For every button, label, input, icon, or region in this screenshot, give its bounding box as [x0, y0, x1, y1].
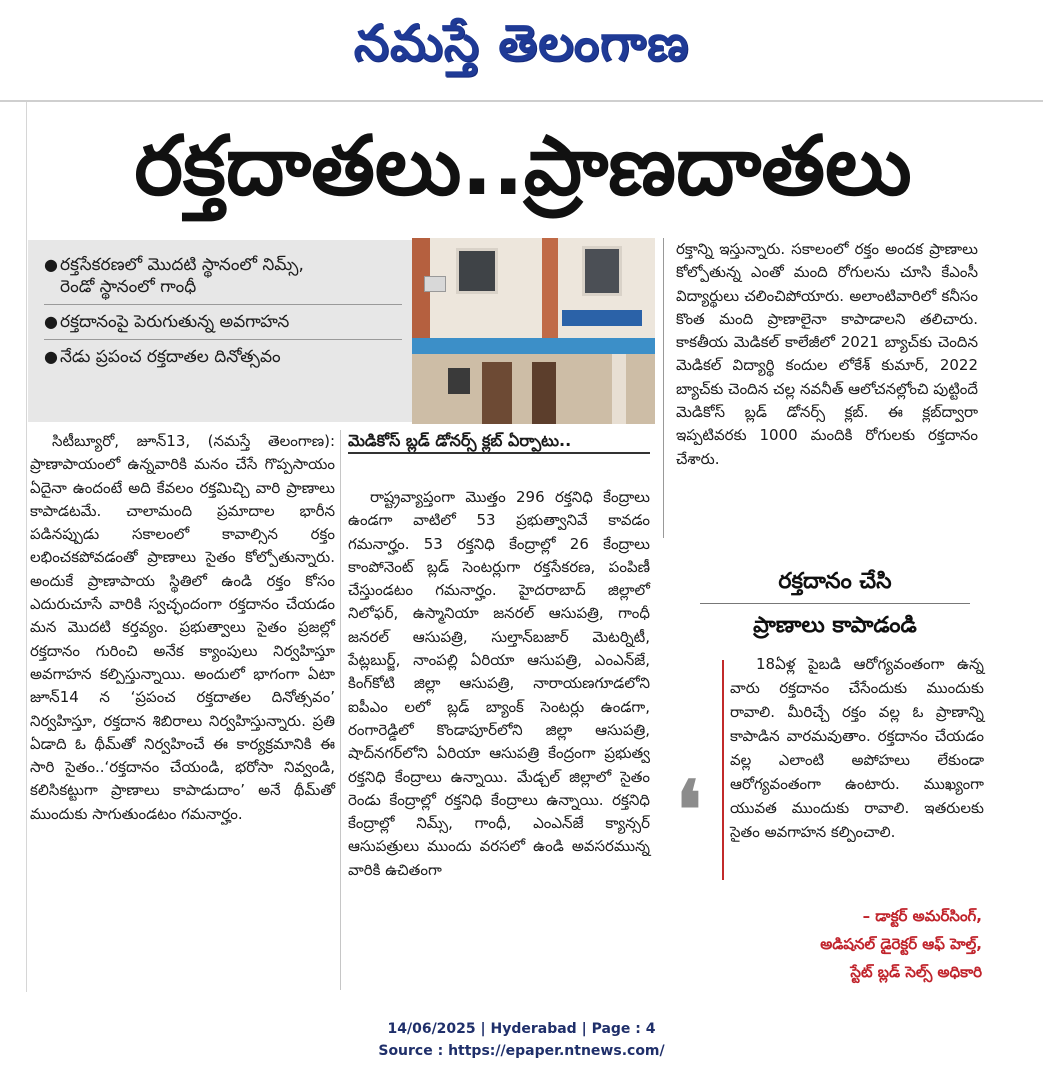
masthead-divider [0, 100, 1043, 102]
bullet-icon: ● [44, 255, 58, 274]
article-paragraph: సిటీబ్యూరో, జూన్13, (నమస్తే తెలంగాణ): ప్రాణాపాయంలో ఉన్నవారికి మనం చేసే గొప్పసాయం ఏదైనా ఉందంటే అది కేవలం రక్తమిచ్చి వారి ప్రాణాలు కాపాడటమే. చాలామంది ప్రమాదాల భారీన పడినప్పుడు సకాలంలో కావాల్సిన రక్తం లభించకపోవడంతో ప్రాణాలు సైతం కోల్పోతున్నారు. అందుకే ప్రాణాపాయ స్థితిలో ఉండి రక్తం కోసం ఎదురుచూసే వారికి స్వచ్ఛందంగా రక్తదానం చేయడం మన మొదటి కర్తవ్యం. ప్రభుత్వాలు సైతం ప్రజల్లో రక్తదానం గురించి అనేక క్యాంపులు నిర్వహిస్తూ అవగాహన కల్పిస్తున్నాయి. అందులో భాగంగా ఏటా జూన్14 న ‘ప్రపంచ రక్తదాతల దినోత్సవం’ నిర్వహిస్తూ, రక్తదాన శిబిరాలు నిర్వహిస్తున్నారు. ప్రతి ఏడాది ఓ థీమ్‌తో నిర్వహించే ఈ కార్యక్రమానికి ఈ సారి సైతం..‘రక్తదానం చేయండి, భరోసా నివ్వండి, కలిసికట్టుగా ప్రాణాలు కాపాడుదాం’ అనే థీమ్‌తో ముందుకు సాగుతుండటం గమనార్హం. [30, 432, 335, 823]
photo-window [448, 368, 470, 394]
article-paragraph: రక్తాన్ని ఇస్తున్నారు. సకాలంలో రక్తం అందక ప్రాణాలు కోల్పోతున్న ఎంతో మంది రోగులను చూసి కేఎంసీ విద్యార్థులు చలించిపోయారు. అలాంటివారిలో కనీసం కొంత మంది ప్రాణాలైనా కాపాడాలని తలిచారు. కాకతీయ మెడికల్ కాలేజీలో 2021 బ్యాచ్‌కు చెందిన మెడికల్ విద్యార్థి కందుల లోకేశ్ కుమార్, 2022 బ్యాచ్‌కు చెందిన చల్ల నవనీత్ ఆలోచనల్లోంచి పుట్టిందే మెడికోస్ బ్లడ్ డోనర్స్ క్లబ్. ఈ క్లబ్‌ద్వారా ఇప్పటివరకు 1000 మందికి రోగులకు రక్తదానం చేశారు. [676, 240, 978, 468]
footer-date-edition: 14/06/2025 | Hyderabad | Page : 4 [387, 1021, 656, 1037]
hospital-building-photo [412, 238, 655, 424]
highlight-item [44, 311, 402, 340]
attribution-title: అడిషనల్ డైరెక్టర్ ఆఫ్ హెల్త్, [820, 935, 982, 953]
photo-door [482, 362, 512, 424]
highlight-item [44, 254, 402, 305]
column-divider [663, 238, 664, 538]
newspaper-masthead: నమస్తే తెలంగాణ [353, 14, 690, 72]
photo-door [532, 362, 556, 424]
page-footer [0, 1018, 1043, 1064]
article-column-right [676, 238, 978, 471]
highlight-item [44, 346, 402, 368]
attribution-role: స్టేట్ బ్లడ్ సెల్స్ అధికారి [850, 963, 982, 981]
highlight-text: నేడు ప్రపంచ రక్తదాతల దినోత్సవం [60, 347, 281, 367]
quote-mark-icon: ❛ [676, 763, 702, 857]
photo-window [582, 246, 622, 296]
highlight-text: రక్తదానంపై పెరుగుతున్న అవగాహన [60, 312, 290, 332]
column-divider [340, 430, 341, 990]
expert-quote [730, 652, 984, 892]
left-margin-rule [26, 102, 27, 992]
highlights-box [28, 240, 412, 422]
article-column-left [30, 430, 335, 826]
footer-source-link[interactable]: Source : https://epaper.ntnews.com/ [378, 1043, 665, 1059]
subheading-divider [700, 603, 970, 604]
subheading-line: ప్రాణాలు కాపాడండి [753, 613, 917, 638]
photo-caption: మెడికోస్ బ్లడ్ డోనర్స్ క్లబ్ ఏర్పాటు.. [348, 428, 650, 454]
quote-text: 18ఏళ్ల పైబడి ఆరోగ్యవంతంగా ఉన్న వారు రక్తదానం చేసేందుకు ముందుకు రావాలి. మీరిచ్చే రక్తం వల్ల ఓ ప్రాణాన్ని కాపాడిన వారమవుతాం. రక్తదానం చేయడం వల్ల ఎలాంటి అపోహలు లేకుండా ఆరోగ్యవంతంగా ఉంటారు. ముఖ్యంగా యువత ముందుకు రావాలి. ఇతరులకు సైతం అవగాహన కల్పించాలి. [730, 655, 984, 841]
quote-subheading [690, 560, 980, 650]
article-column-middle [348, 486, 650, 882]
photo-window [456, 248, 498, 294]
quote-accent-bar [722, 660, 724, 880]
photo-signboard [562, 310, 642, 326]
article-paragraph: రాష్ట్రవ్యాప్తంగా మొత్తం 296 రక్తనిధి కేంద్రాలు ఉండగా వాటిలో 53 ప్రభుత్వానివే కావడం గమనార్హం. 53 రక్తనిధి కేంద్రాల్లో 26 కేంద్రాలు కాంపోనెంట్ బ్లడ్ సెంటర్లుగా రక్తసేకరణ, పంపిణీ చేస్తుండటం గమనార్హం. హైదరాబాద్ జిల్లాలో నిలోఫర్, ఉస్మానియా జనరల్ ఆసుపత్రి, గాంధీ జనరల్ ఆసుపత్రి, సుల్తాన్‌బజార్ మెటర్నిటీ, పేట్లబుర్జ్, నాంపల్లి ఏరియా ఆసుపత్రి, ఎంఎన్‌జే, కింగ్‌కోటి జిల్లా ఆసుపత్రి, నారాయణగూడలోని ఐపీఎం లలో బ్లడ్ బ్యాంక్ సెంటర్లు ఉండగా, రంగారెడ్డిలో కొండాపూర్‌లోని జిల్లా ఆసుపత్రి, షాద్‌నగర్‌లోని ఏరియా ఆసుపత్రి కేంద్రంగా ప్రభుత్వ రక్తనిధి కేంద్రాలు ఉన్నాయి. మేడ్చల్ జిల్లాలో సైతం రెండు కేంద్రాల్లో రక్తనిధి కేంద్రాలు ఉన్నాయి. రక్తనిధి కేంద్రాల్లో నిమ్స్, గాంధీ, ఎంఎన్‌జే క్యాన్సర్ ఆసుపత్రులు ముందు వరసలో ఉండి అవసరమున్న వారికి ఉచితంగా [348, 488, 650, 879]
bullet-icon: ● [44, 347, 58, 366]
attribution-name: – డాక్టర్ అమర్‌సింగ్, [862, 907, 982, 925]
article-headline: రక్తదాతలు..ప్రాణదాతలు [134, 119, 912, 214]
photo-awning [412, 338, 655, 354]
highlight-text: రక్తసేకరణలో మొదటి స్థానంలో నిమ్స్, [60, 255, 304, 275]
subheading-line: రక్తదానం చేసి [778, 569, 892, 594]
quote-attribution [720, 902, 982, 988]
photo-ac-unit [424, 276, 446, 292]
photo-pillar [612, 354, 626, 424]
bullet-icon: ● [44, 312, 58, 331]
photo-brick-column [542, 238, 558, 348]
highlight-text-continued: రెండో స్థానంలో గాంధీ [60, 277, 197, 297]
